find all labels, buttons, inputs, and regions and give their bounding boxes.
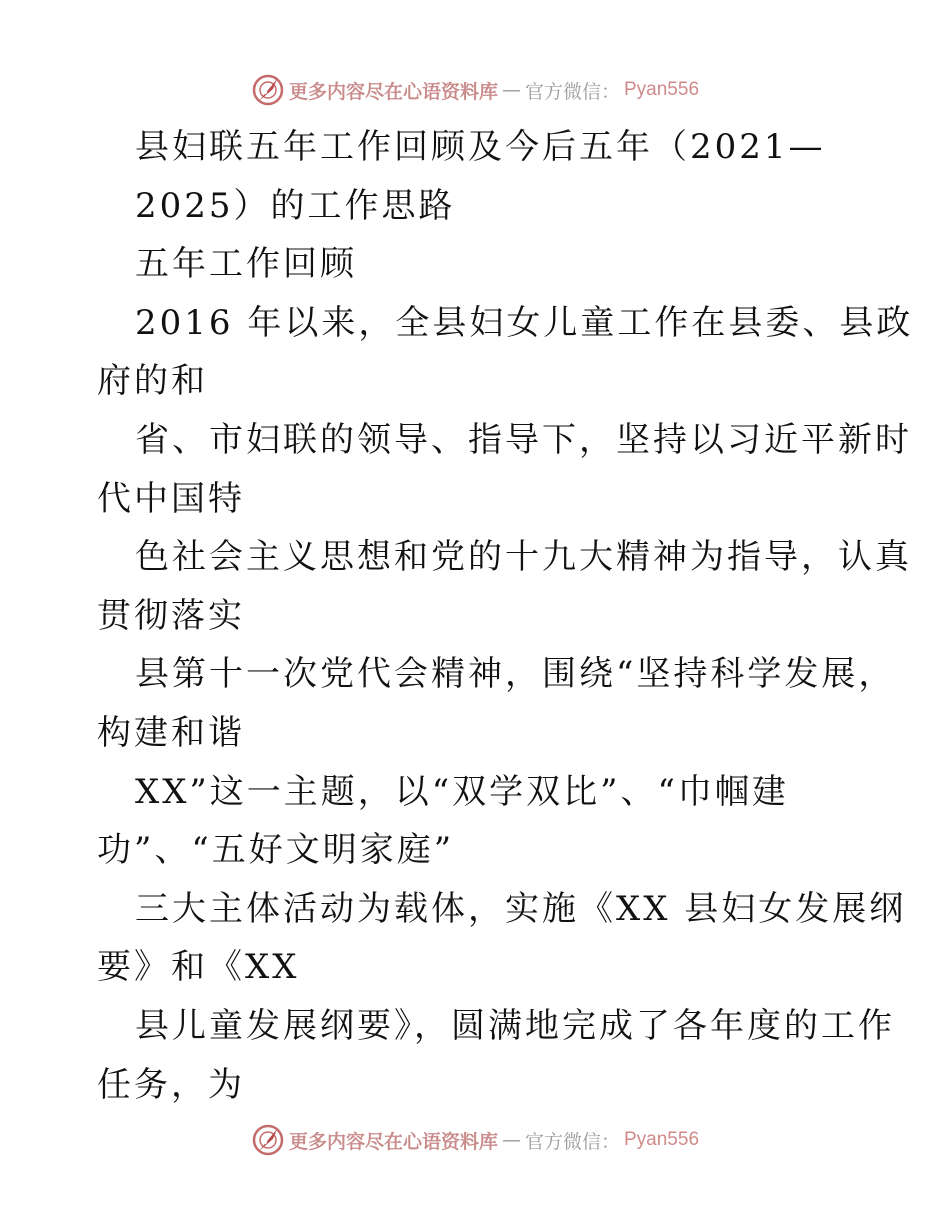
text-line: 县儿童发展纲要》，圆满地完成了各年度的工作 <box>135 1005 895 1046</box>
text-line: XX”这一主题，以“双学双比”、“巾帼建 <box>135 771 789 812</box>
text-line: 贯彻落实 <box>97 595 245 636</box>
text-line: 代中国特 <box>97 478 245 519</box>
text-line: 功”、“五好文明家庭” <box>97 830 455 871</box>
quill-logo-icon <box>251 73 285 107</box>
text-line: 任务，为 <box>97 1064 245 1105</box>
text-line: 五年工作回顾 <box>135 244 357 285</box>
text-line: 县妇联五年工作回顾及今后五年（2021— <box>135 127 826 167</box>
watermark-footer <box>0 1120 950 1160</box>
watermark-text: 更多内容尽在心语资料库 <box>288 1130 498 1153</box>
watermark-label: 官方微信： <box>524 1130 620 1153</box>
watermark-header <box>0 70 950 110</box>
text-line: 省、市妇联的领导、指导下，坚持以习近平新时 <box>135 419 912 460</box>
watermark-wechat-id: Pyan556 <box>624 1129 700 1150</box>
text-line: 2016 年以来，全县妇女儿童工作在县委、县政 <box>135 302 914 343</box>
text-line: 色社会主义思想和党的十九大精神为指导，认真 <box>135 537 912 578</box>
text-line: 县第十一次党代会精神，围绕“坚持科学发展， <box>135 654 896 695</box>
text-line: 构建和谐 <box>97 712 245 753</box>
watermark-dash: — <box>501 79 521 101</box>
text-line: 2025）的工作思路 <box>135 185 456 226</box>
watermark-label: 官方微信： <box>524 80 620 103</box>
text-line: 三大主体活动为载体，实施《XX 县妇女发展纲 <box>135 888 907 929</box>
watermark-wechat-id: Pyan556 <box>624 79 700 100</box>
text-line: 要》和《XX <box>97 947 300 988</box>
watermark-dash: — <box>501 1129 521 1151</box>
text-line: 府的和 <box>97 361 208 402</box>
quill-logo-icon <box>251 1123 285 1157</box>
document-body <box>97 118 914 1114</box>
watermark-text: 更多内容尽在心语资料库 <box>288 80 498 103</box>
